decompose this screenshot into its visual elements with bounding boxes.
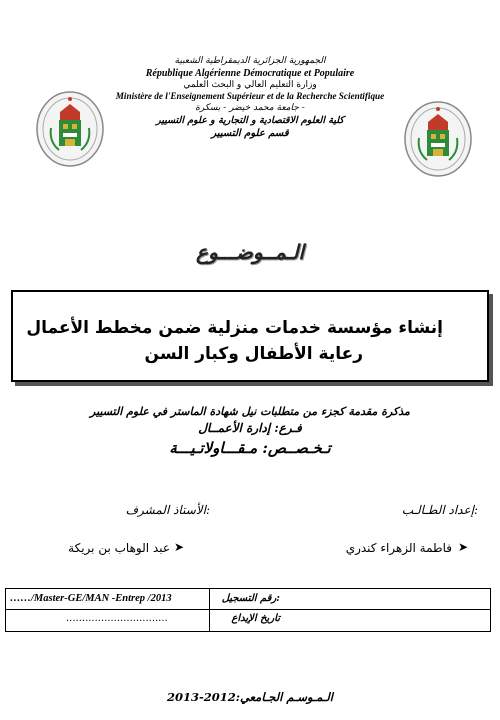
supervisor-label: الأستاذ المشرف: — [125, 503, 210, 517]
university-logo-right — [403, 100, 473, 178]
header-ministry-fr: Ministère de l'Enseignement Supérieur et de la Recherche Scientifique — [115, 91, 385, 101]
thesis-title-line1: إنشاء مؤسسة خدمات منزلية ضمن مخطط الأعمال — [26, 318, 443, 338]
thesis-title-box — [11, 290, 489, 382]
academic-year: الـمـوسـم الجـامعي:2012-2013 — [166, 690, 334, 704]
header-faculty: كلية العلوم الاقتصادية و التجارية و علوم التسيير — [156, 115, 344, 126]
student-label: إعداد الطـالـب: — [401, 503, 478, 517]
header-department: قسم علوم التسيير — [211, 128, 289, 139]
header-republic-fr: République Algérienne Démocratique et Populaire — [145, 68, 355, 79]
student-name: فاطمة الزهراء كندري — [345, 541, 452, 555]
subject-label: الـمــوضـــوع — [196, 240, 304, 264]
university-seal-icon — [403, 100, 473, 178]
header-university: جامعة محمد خيضر - بسكرة - — [195, 103, 305, 113]
degree-specialty: تـخـصــص: مـقـــاولاتـيـــة — [169, 439, 331, 457]
thesis-title-line2: رعاية الأطفال وكبار السن — [144, 344, 363, 364]
registration-table — [5, 588, 491, 632]
student-bullet-icon: ➤ — [458, 540, 469, 554]
supervisor-name: عبد الوهاب بن بريكة — [68, 541, 170, 555]
header-ministry-ar: وزارة التعليم العالي و البحث العلمي — [183, 80, 317, 90]
university-logo-left — [35, 90, 105, 168]
deposit-date-value: ................................ — [66, 613, 168, 624]
university-seal-icon — [35, 90, 105, 168]
degree-branch: فـرع: إدارة الأعمــال — [198, 421, 302, 435]
registration-number-label: رقم التسجيل: — [221, 593, 280, 604]
registration-number-value: ……/Master-GE/MAN -Entrep /2013 — [10, 593, 172, 604]
supervisor-bullet-icon: ➤ — [174, 540, 185, 554]
header-republic-ar: الجمهورية الجزائرية الديمقراطية الشعبية — [174, 56, 326, 66]
degree-statement: مذكرة مقدمة كجزء من متطلبات نيل شهادة الماستر في علوم التسيير — [90, 405, 410, 418]
deposit-date-label: تاريخ الإيداع — [231, 613, 280, 624]
